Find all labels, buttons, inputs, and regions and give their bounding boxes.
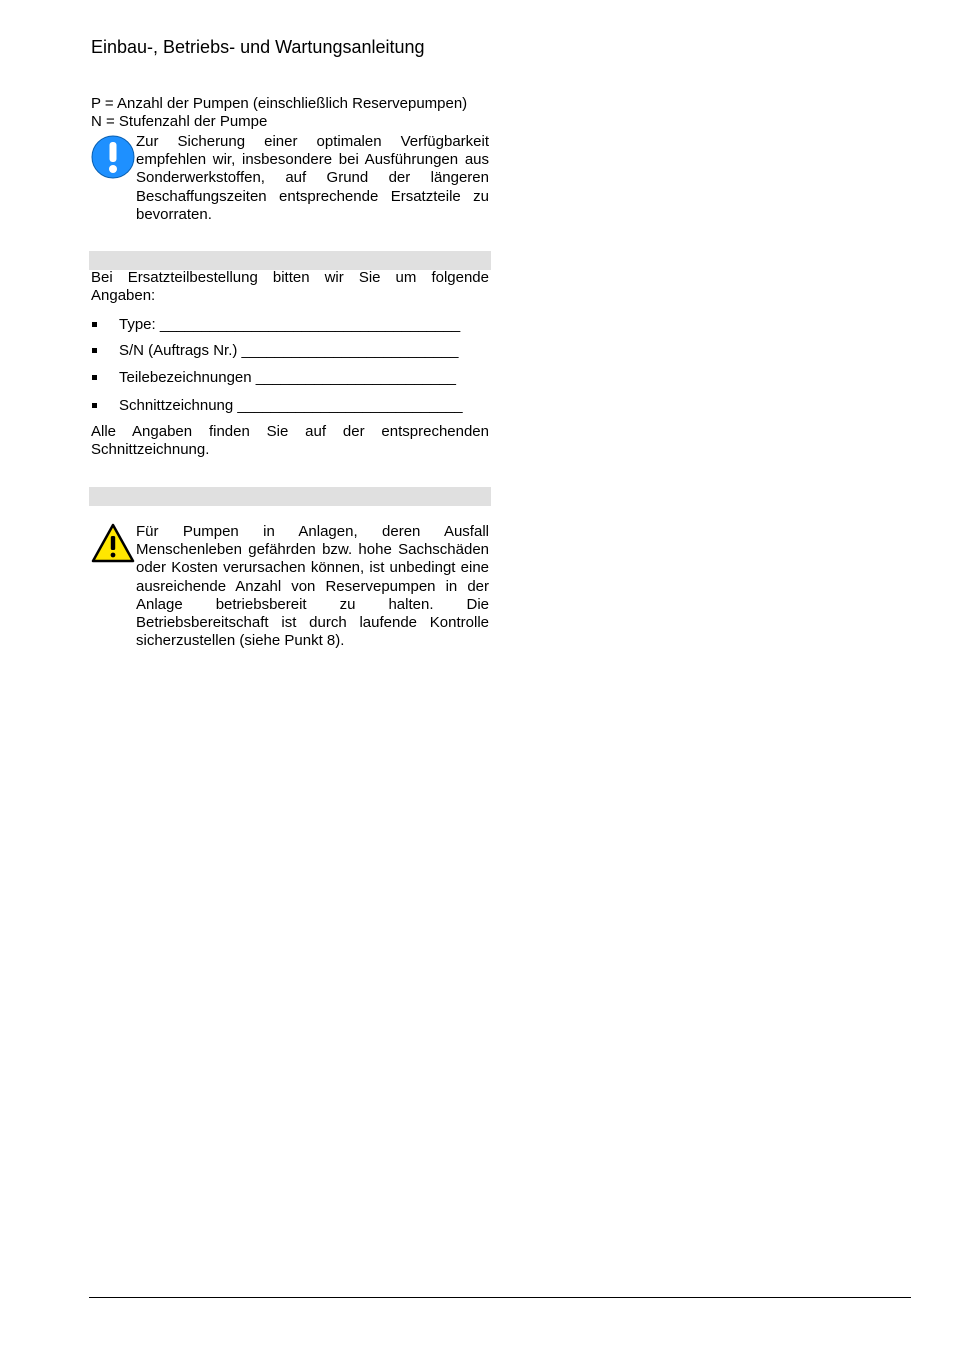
page-header-title: Einbau-, Betriebs- und Wartungsanleitung bbox=[91, 37, 425, 57]
warning-triangle-icon bbox=[91, 523, 135, 568]
exclamation-info-icon bbox=[91, 135, 135, 184]
bullet-square-icon bbox=[92, 348, 97, 353]
info-notice-text: Zur Sicherung einer optimalen Verfügbarkeit empfehlen wir, insbesondere bei Ausführungen aus Sonderwerkstoffen, auf Grund der längeren Beschaffungszeiten entsprechende Ersatzteile zu bevorraten. bbox=[136, 133, 489, 223]
section-heading-bar-ordering bbox=[89, 251, 491, 270]
warning-notice bbox=[91, 523, 489, 650]
warning-notice-text: Für Pumpen in Anlagen, deren Ausfall Menschenleben gefährden bzw. hohe Sachschäden oder Kosten verursachen können, ist unbedingt eine ausreichende Anzahl von Reservepumpen in der Anlage betriebsbereit zu halten. Die Betriebsbereitschaft ist durch laufende Kontrolle sicherzustellen (siehe Punkt 8). bbox=[136, 523, 489, 650]
definition-n: N = Stufenzahl der Pumpe bbox=[91, 113, 268, 131]
ordering-closing: Alle Angaben finden Sie auf der entsprechenden Schnittzeichnung. bbox=[91, 423, 489, 459]
definitions-block bbox=[91, 95, 489, 131]
info-notice bbox=[91, 133, 489, 224]
bullet-square-icon bbox=[92, 403, 97, 408]
list-item-text: Teilebezeichnungen ________________________ bbox=[119, 369, 456, 386]
bullet-square-icon bbox=[92, 322, 97, 327]
footer-divider bbox=[89, 1297, 911, 1298]
definition-p: P = Anzahl der Pumpen (einschließlich Reservepumpen) bbox=[91, 95, 468, 112]
section-heading-bar-reserve bbox=[89, 487, 491, 506]
ordering-intro: Bei Ersatzteilbestellung bitten wir Sie um folgende Angaben: bbox=[91, 269, 489, 305]
bullet-square-icon bbox=[92, 375, 97, 380]
list-item-text: Type: ____________________________________ bbox=[119, 316, 461, 333]
list-item-text: S/N (Auftrags Nr.) __________________________ bbox=[119, 342, 459, 359]
list-item-text: Schnittzeichnung ___________________________ bbox=[119, 397, 463, 414]
